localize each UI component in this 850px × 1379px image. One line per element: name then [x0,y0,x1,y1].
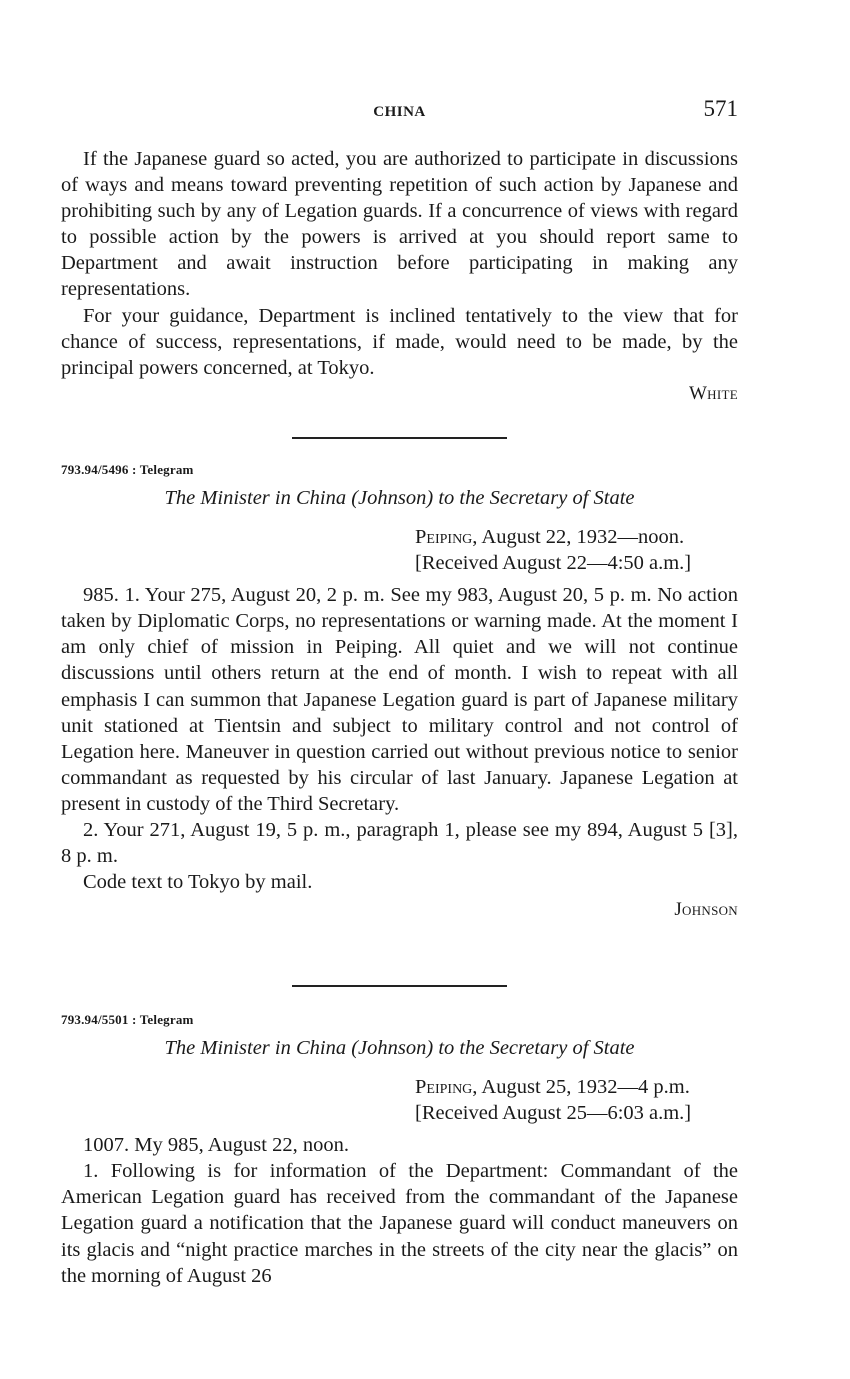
section-divider [292,437,507,439]
received-line: [Received August 25—6:03 a.m.] [415,1102,692,1125]
file-reference: 793.94/5496 : Telegram [61,462,194,477]
paragraph: 2. Your 271, August 19, 5 p. m., paragraph 1, please see my 894, August 5 [3], 8 p. m. [61,819,738,868]
dateline-place: Peiping, [415,526,478,548]
dateline-date: August 25, 1932—4 p.m. [481,1076,690,1098]
received-line: [Received August 22—4:50 a.m.] [415,552,692,575]
paragraph: If the Japanese guard so acted, you are authorized to participate in discussions of ways and means toward preventing repetition of such action by Japanese and prohibiting such by any of Legation guards. If a concurrence of views with regard to possible action by the powers is arrived at you should report same to Department and await instruction before participating in making any representations. [61,148,738,301]
section-divider [292,985,507,987]
paragraph: 1007. My 985, August 22, noon. [83,1134,349,1157]
dateline [61,524,738,576]
running-head [61,96,738,136]
paragraph: Code text to Tokyo by mail. [83,871,313,894]
document-title: The Minister in China (Johnson) to the Secretary of State [164,1037,635,1059]
dateline-date: August 22, 1932—noon. [481,526,685,548]
dateline [61,1074,738,1126]
paragraph: 985. 1. Your 275, August 20, 2 p. m. See my 983, August 20, 5 p. m. No action taken by Diplomatic Corps, no representations or warning made. At the moment I am only chief of mission in Peiping. All quiet and we will not continue discussions until others return at the end of month. I wish to repeat with all emphasis I can summon that Japanese Legation guard is part of Japanese military unit stationed at Tientsin and subject to military control and not control of Legation here. Maneuver in question carried out without previous notice to senior commandant as requested by his circular of last January. Japanese Legation at present in custody of the Third Secretary. [61,584,738,815]
telegram-document-2 [61,1012,738,1289]
continuation-section [61,146,738,405]
signature: Johnson [674,899,738,921]
paragraph: For your guidance, Department is inclined tentatively to the view that for chance of success, representations, if made, would need to be made, by the principal powers concerned, at Tokyo. [61,304,738,379]
signature: White [688,382,738,404]
paragraph: 1. Following is for information of the Department: Commandant of the American Legation guard has received from the commandant of the Japanese Legation guard a notification that the Japanese guard will conduct maneuvers on its glacis and “night practice marches in the streets of the city near the glacis” on the morning of August 26 [61,1160,738,1287]
dateline-place: Peiping, [415,1076,478,1098]
telegram-document-1 [61,462,738,921]
file-reference: 793.94/5501 : Telegram [61,1012,194,1027]
running-title: CHINA [373,104,426,120]
page-number: 571 [703,96,738,121]
document-title: The Minister in China (Johnson) to the Secretary of State [164,487,635,509]
